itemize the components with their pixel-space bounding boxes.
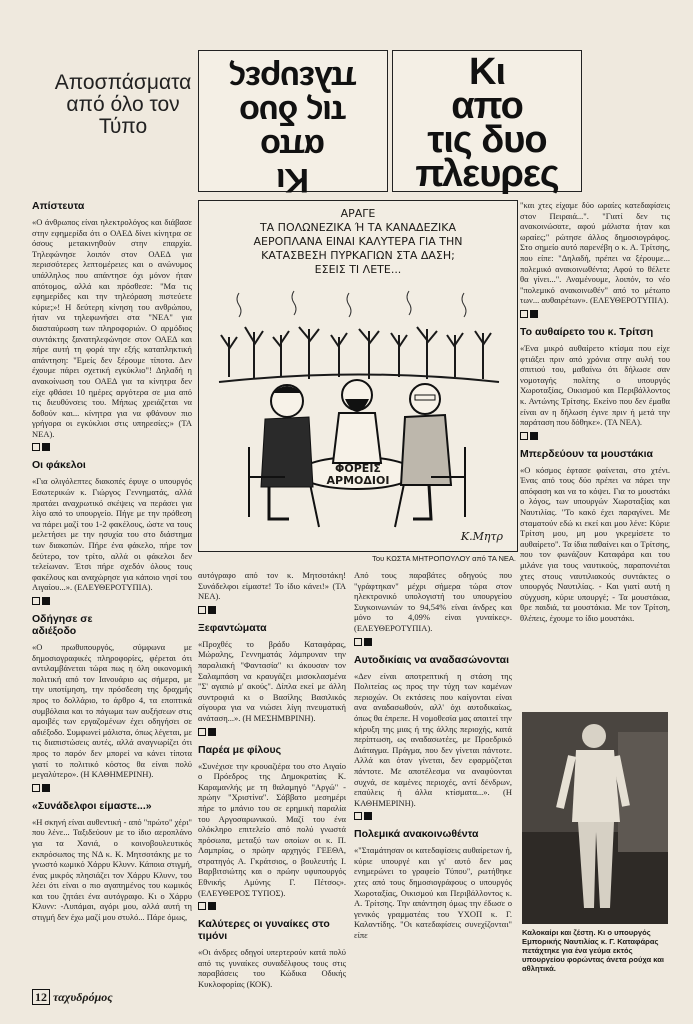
mirrored-title-line: απο	[261, 127, 325, 165]
column-1	[32, 200, 192, 990]
end-marks	[354, 812, 512, 820]
cartoon-caption-line: ΑΡΑΓΕ	[340, 207, 376, 220]
article-body: «Ο άνθρωπος είναι ηλεκτρολόγος και διάβασε στην εφημερίδα ότι ο ΟΑΕΔ δίνει κίνητρα σε όσους μετακινηθούν στην επαρχία. Τηλεφώνησε λοιπόν στον ΟΑΕΔ για περισσότερες λεπτομέρειες και ο ανώνυμος υπάλληλος που απάντησε όχι μόνον ήταν απότομος, αλλά και πρόσθεσε: "Μα τις εφημερίδες και την τηλεόραση πιστεύετε κύριε;»! Η δεύτερη κίνηση του ανθρώπου, ήταν να τηλεφωνήσει στα "ΝΕΑ" για διασταύρωση των πληροφοριών. Ο αρμόδιος συντάκτης ξανατηλεφώνησε στον ΟΑΕΔ και πήρε αυτή τη φορά την εξής καταπληκτική απάντηση: "Εμείς δεν ξέρουμε τίποτα. Δεν έχουμε πάρει σχετική εγκύκλιο"! Δηλαδή η ανακοίνωση του ΟΑΕΔ για τα κίνητρα δεν είχε φθάσει 10 ημέρες αργότερα σε μια από τις διευθύνσεις του. Μήπως χρειάζεται να δοθούν και... κίνητρα για να φθάνουν πιο γρήγορα οι εγκύκλιοι στις υπηρεσίες;» (ΤΑ ΝΕΑ).	[32, 217, 192, 439]
main-title	[393, 51, 581, 195]
article-title: Μπερδεύουν τα μουστάκια	[520, 447, 653, 460]
cartoon-caption-line: ΤΑ ΠΟΛΩΝΕΖΙΚΑ Ή ΤΑ ΚΑΝΑΔΕΖΙΚΑ	[259, 221, 457, 234]
end-marks	[354, 638, 512, 646]
end-marks	[32, 597, 192, 605]
end-marks	[198, 902, 346, 910]
title-line: πλευρες	[415, 153, 559, 195]
article-body: αυτόγραφο από τον κ. Μητσοτάκη! Συνάδελφοι είμαστε! Το ίδιο κάνει!» (ΤΑ ΝΕΑ).	[198, 570, 346, 602]
photo	[522, 712, 668, 924]
end-marks	[520, 432, 670, 440]
cartoon-caption	[199, 207, 517, 277]
table-label: ΦΟΡΕΙΣ	[335, 462, 381, 475]
article-body: «Η σκηνή είναι αυθεντική - από "πρώτο" χέρι" που λένε... Ταξιδεύουν με το ίδιο αεροπλάνο για τα Χανιά, ο κοινοβουλευτικός εκπρόσωπος της ΝΔ κ. Κ. Μητσοτάκης με το γνωστό κωμικό Χάρρυ Κλυνν. Κάποια στιγμή, ένας μικρός πλησιάζει τον Χάρρυ Κλυνν, του λέει ότι είναι ο πιο αγαπημένος του κωμικός και του ζητάει ένα αυτόγραφο. Κι ο Χάρρυ Κλυνν: -Λυπάμαι, αγόρι μου, αλλά αυτή τη στιγμή δεν έχω μαζί μου στυλό... Πάρε όμως,	[32, 816, 192, 923]
column-4	[520, 200, 670, 705]
article-body: «Συνέχισε την κρουαζιέρα του στο Αιγαίο ο Πρόεδρος της Δημοκρατίας Κ. Καραμανλής με τη θαλαμηγό "Αργώ" - πρώην "Χριστίνα". Σάββατο μεσημέρι πήρε το μπάνιο του σε ερημική παραλία του Αργοσαρωνικού. Μαζί του ένα ολόκληρο επιτελείο από πολύ γνωστά πρόσωπα, μεταξύ των οποίων οι κ. Π. Λαμπρίας, ο πρώην αρχηγός ΓΕΕΘΑ, στρατηγός Α. Γκράτσιος, ο βουλευτής Ι. Βαρβιτσιώτης και ο πρώην υφυπουργός Εθνικής Αμύνης Γ. Πέτσος». (ΕΛΕΥΘΕΡΟΣ ΤΥΠΟΣ).	[198, 760, 346, 898]
article-body: «Προχθές το βράδυ Καταφάρας, Μώραλης, Γεννηματάς λάμπρυναν την παραλιακή "Φαντασία" κι άκουσαν τον Σαλαμπάση να κραυγάζει μισοκλασμένα "Σ' αγαπώ μ' ακούς". Δίπλα εκεί με άλλη συντροφιά κι ο Βασίλης Βασιλικός σίγουρα για να νιώσει λίγη πνευματική ανάταση...». (Η ΜΕΣΗΜΒΡΙΝΗ).	[198, 638, 346, 723]
end-marks	[198, 606, 346, 614]
cartoon-panel	[198, 200, 518, 552]
article-body: «Ο πρωθυπουργός, σύμφωνα με δημοσιογραφικές πληροφορίες, φέρεται ότι αντιλαμβάνεται τώρα πως η όλη οικονομική πολιτική από τον Ιανουάριο ως σήμερα, με την υποτίμηση, την πρόσδεση της δραχμής προς το δολλάριο, το άρθρο 4, τα εποπτικά συμβόλαια και το πάγωμα των αυξήσεων στις αμοιβές των εργαζομένων έχει οδηγήσει σε αδιέξοδο. Συμφωνεί μάλιστα, όπως λέγεται, με τις διαπιστώσεις αυτές, αλλά αναγνωρίζει ότι προς το παρόν δεν μπορεί να κάνει τίποτα γιατί το πολιτικό κόστος θα είναι πολύ μεγαλύτερο». (Η ΚΑΘΗΜΕΡΙΝΗ).	[32, 642, 192, 780]
page-number: 12	[32, 989, 50, 1005]
smoke-icon	[237, 291, 466, 317]
article-title: Οι φάκελοι	[32, 459, 86, 472]
end-marks	[198, 728, 346, 736]
article-body: «Δεν είναι αποτρεπτική η στάση της Πολιτείας ως προς την τύχη των καμένων περιοχών. Οι εκτάσεις που καίγονται είναι ανα αναδασωθούν, αλλ' όχι αυτοδικαίως, όπως θα έπρεπε. Η νομοθεσία μας απαιτεί την κήρυξη της μιας ή της άλλης περιοχής, κατά περίπτωση, ως αναδασωτέες, με Προεδρικό Διάταγμα. Πράγμα, που δεν γίνεται πάντοτε. Αλλά και όταν γίνεται, δεν εφαρμόζεται πάντοτε. Με αποτέλεσμα να αναφύονται συχνά, σε καμένες περιοχές, αντί δένδρων, επαύλεις ή άλλα κτίσματα...». (Η ΚΑΘΗΜΕΡΙΝΗ).	[354, 670, 512, 808]
end-marks	[32, 784, 192, 792]
title-line: Κι	[469, 51, 505, 93]
article-title: Οδήγησε σε αδιέξοδο	[32, 613, 93, 637]
mirrored-title-line: πλευρες	[229, 59, 357, 97]
article-body: «Ο κόσμος έφτασε φαίνεται, στο χτένι. Ένας από τους δύο πρέπει να πάρει την απόφαση και να το κόψει. Για το μουστάκι ο λόγος, των υπουργών Χωροταξίας και Ναυτιλίας. "Το κακό έχει παραγίνει. Με σταματούν εδώ κι εκεί και μου λένε: Κύριε Τρίτση μου, μη μου γκρεμίσετε το αυθαίρετο". Τα ίδια παθαίνει και ο Τρίτσης, που τον φωνάζουν Καταφάρα και του μιλάνε για τους ναυτικούς, παραπονιέται χτες στους ναυτιλιακούς συντάκτες ο υπουργός Ναυτιλίας. - Και γιατί αυτή η σύγχυση, κύριε υπουργέ; - Τα μουστάκια, θρε παιδιά, τα μουστάκια. Με τον Τρίτση, θλέπεις, έχουμε το ίδιο μουστάκι.	[520, 464, 670, 623]
title-line: τις δυο	[427, 119, 547, 161]
article-body: «Ένα μικρό αυθαίρετο κτίσμα που είχε φτιάξει πριν από χρόνια στην αυλή του σπιτιού του, μαθαίνω ότι δήλωσε σαν νομοταγής πολίτης ο υπουργός Χωροταξίας, Οικισμού και Περιβάλλοντος κ. Αντώνης Τρίτσης. Εκείνο που δεν έμαθα είναι αν η δήλωση έγινε πριν ή μετά την παράταση που δόθηκε». (ΤΑ ΝΕΑ).	[520, 342, 670, 428]
end-marks	[32, 443, 192, 451]
cartoon-drawing	[199, 287, 515, 547]
article-title: Πολεμικά ανακοινωθέντα	[354, 828, 479, 841]
magazine-name: ταχυδρόμος	[53, 990, 113, 1004]
title-box	[392, 50, 582, 195]
article-body: «Οι άνδρες οδηγοί υπερτερούν κατά πολύ από τις γυναίκες συναδέλφους τους στις παραβάσεις του Κώδικα Οδικής Κυκλοφορίας (ΚΟΚ).	[198, 947, 346, 990]
article-title: Ξεφαντώματα	[198, 621, 267, 634]
article-body: Από τους παραβάτες οδηγούς που "γράφτηκαν" μέχρι σήμερα τώρα στον ηλεκτρονικό υπολογιστή του υπουργείου Συγκοινωνιών το 94,54% είναι άνδρες και μόνο το 4,09% είναι γυναίκες». (ΕΛΕΥΘΕΡΟΤΥΠΙΑ).	[354, 570, 512, 633]
article-title: Καλύτερες οι γυναίκες στο τιμόνι	[198, 918, 330, 943]
photo-caption: Καλοκαίρι και ζέστη. Κι ο υπουργός Εμπορικής Ναυτιλίας κ. Γ. Καταφάρας πετάχτηκε για ένα γεύμα εκτός υπουργείου φορώντας άνετα ρούχα και αθλητικά.	[522, 928, 665, 973]
cartoon-caption-line: ΕΣΕΙΣ ΤΙ ΛΕΤΕ...	[314, 263, 402, 276]
article-body: "και χτες είχαμε δύο ωραίες κατεδαφίσεις στον Πειραιά...". "Γιατί δεν τις ανακοινώσατε, αφού μάλιστα ήταν και ωραίες;" ρώτησε άλλος δημοσιογράφος. Στο σημείο αυτό παρενέβη ο κ. Α. Τρίτσης, που είπε: "Δηλαδή, πρέπει να ξέρουμε... πολεμικό ανακοινωθέντα; Αφού το θέλετε θα γίνει...". Αναμένουμε, λοιπόν, το νέο "πολεμικό ανακοινωθέν" από το μέτωπο των... αυθαιρέτων». (ΕΛΕΥΘΕΡΟΤΥΠΙΑ).	[520, 200, 670, 306]
table-label: ΑΡΜΟΔΙΟΙ	[326, 474, 390, 487]
cartoon-credit: Του ΚΩΣΤΑ ΜΗΤΡΟΠΟΥΛΟΥ από ΤΑ ΝΕΑ.	[372, 554, 516, 563]
man-left-icon	[249, 385, 313, 519]
column-3	[354, 570, 512, 990]
article-title: Αυτοδικίαις να αναδασώνονται	[354, 653, 510, 666]
article-title: Παρέα με φίλους	[198, 743, 282, 756]
mirrored-title	[199, 61, 387, 197]
mirrored-title-line: Κι	[277, 161, 309, 199]
title-line: απο	[451, 85, 523, 127]
man-middle-icon	[333, 380, 381, 463]
cartoon-signature: Κ.Μητρ	[460, 530, 503, 543]
mirrored-title-box	[198, 50, 388, 199]
cartoon-caption-line: ΑΕΡΟΠΛΑΝΑ ΕΙΝΑΙ ΚΑΛΥΤΕΡΑ ΓΙΑ ΤΗΝ	[253, 235, 463, 248]
mirrored-title-line: τις δυο	[240, 93, 346, 131]
article-title: Απίστευτα	[32, 200, 85, 212]
cartoon-caption-line: ΚΑΤΑΣΒΕΣΗ ΠΥΡΚΑΓΙΩΝ ΣΤΑ ΔΑΣΗ;	[261, 249, 455, 262]
man-right-icon	[401, 384, 465, 519]
burned-trees-icon	[219, 327, 499, 382]
article-title: «Συνάδελφοι είμαστε...»	[32, 799, 152, 812]
table-labels	[311, 463, 405, 487]
section-title: Αποσπάσματα από όλο τον Τύπο	[54, 71, 192, 138]
column-2	[198, 570, 346, 990]
end-marks	[520, 310, 670, 318]
article-body: «"Σταμάτησαν οι κατεδαφίσεις αυθαίρετων ή, κύριε υπουργέ και γι' αυτό δεν μας ενημερώνει το γραφείο Τύπου", ρωτήθηκε χτες από τους δημοσιογράφους ο υπουργός Χωροταξίας, Οικισμού και Περιβάλλοντος κ. Α. Τρίτσης. Την απάντηση όμως την έδωσε ο γενικός γραμματέας του ΥΧΟΠ κ. Γ. Καλαντίδης. "Οι κατεδαφίσεις συνεχίζονται" είπε	[354, 845, 512, 941]
man-walking-icon	[522, 712, 668, 924]
article-body: «Για ολιγόλεπτες διακοπές έφυγε ο υπουργός Εσωτερικών κ. Γιώργος Γεννηματάς, αλλά πρατάει αναχρωτικό σκέψεις να περάσει για λίγο από το υπουργείο. Πήγε με την πρόθεση να πάρει μαζί του 1-2 φακέλους, ώστε να τους μελετήσει με την ησυχία του στο διάστημα των διακοπών. Πήρε ένα φάκελο, πήρε τον δεύτερο, τον τρίτο, αλλά οι φάκελοι δεν τελείωναν. Έτσι πήρε σχεδόν όλους τους φακέλους και αναχώρησε για κάποιο νησί του Αιγαίου...». (ΕΛΕΥΘΕΡΟΤΥΠΙΑ).	[32, 476, 192, 593]
footer	[32, 990, 113, 1005]
article-title: Το αυθαίρετο του κ. Τρίτση	[520, 325, 654, 338]
